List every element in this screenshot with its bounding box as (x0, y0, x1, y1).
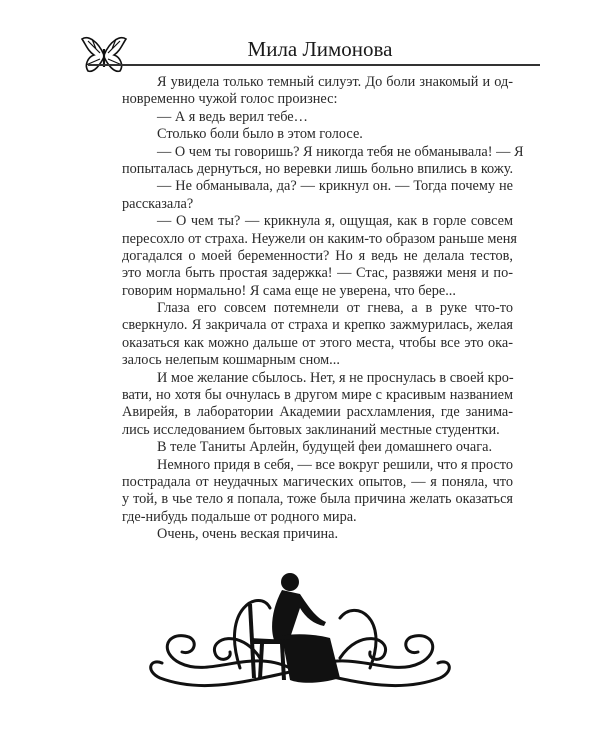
text-line: оказаться как можно дальше от этого места, чтобы все это ока- (122, 334, 513, 351)
paragraph (122, 526, 513, 543)
text-line: у той, в чье тело я попала, тоже была причина желать оказаться (122, 491, 513, 508)
paragraph (122, 143, 524, 179)
text-line: В теле Таниты Арлейн, будущей феи домашнего очага. (157, 439, 493, 456)
text-line: попыталась дернуться, но веревки лишь больно впились в кожу. (122, 160, 514, 177)
paragraph (122, 178, 513, 213)
text-line: сверкнуло. Я закричала от страха и крепко зажмурилась, желая (122, 317, 513, 334)
text-line: пострадала от неудачных магических опытов, — я поняла, что (122, 473, 513, 490)
paragraph (122, 300, 513, 370)
paragraph (122, 74, 513, 109)
text-line: — О чем ты? — крикнула я, ощущая, как в горле совсем (157, 213, 513, 230)
text-line: догадался о моей беременности? Но я ведь не делала тестов, (122, 247, 513, 264)
text-line: И мое желание сбылось. Нет, я не проснулась в своей кро- (157, 369, 514, 386)
paragraph (122, 109, 513, 126)
text-line: Авирейя, в лаборатории Академии расхламления, где занима- (122, 404, 513, 421)
reading-woman-ornament (140, 568, 460, 693)
paragraph (122, 439, 513, 456)
text-line: — А я ведь верил тебе… (157, 108, 308, 125)
text-line: пересохло от страха. Неужели он каким-то образом раньше меня (122, 230, 517, 247)
text-line: Столько боли было в этом голосе. (157, 126, 363, 143)
text-line: лись исследованием бытовых заклинаний местные студентки. (122, 421, 500, 438)
text-line: это могла быть простая задержка! — Стас, развяжи меня и по- (122, 265, 513, 282)
text-line: Немного придя в себя, — все вокруг решили, что я просто (157, 456, 513, 473)
text-line: Очень, очень веская причина. (157, 526, 339, 543)
body-text (122, 74, 524, 544)
paragraph (122, 370, 513, 440)
text-line: вати, но хотя бы очнулась в другом мире с красивым названием (122, 387, 513, 404)
paragraph (122, 457, 513, 527)
text-line: где-нибудь подальше от родного мира. (122, 508, 357, 525)
text-line: новременно чужой голос произнес: (122, 91, 338, 108)
text-line: — Не обманывала, да? — крикнул он. — Тогда почему не (157, 178, 513, 195)
header-rule (88, 64, 540, 66)
text-line: Глаза его совсем потемнели от гнева, а в руке что-то (157, 300, 513, 317)
paragraph (122, 126, 513, 143)
text-line: Я увидела только темный силуэт. До боли знакомый и од- (157, 74, 513, 90)
text-line: залось нелепым кошмарным сном... (122, 352, 340, 369)
text-line: рассказала? (122, 195, 194, 212)
text-line: — О чем ты говоришь? Я никогда тебя не обманывала! — Я (157, 143, 524, 160)
text-line: говорим нормально! Я сама еще не уверена, что бере... (122, 282, 456, 299)
running-header-author: Мила Лимонова (247, 37, 393, 61)
paragraph (122, 213, 517, 300)
